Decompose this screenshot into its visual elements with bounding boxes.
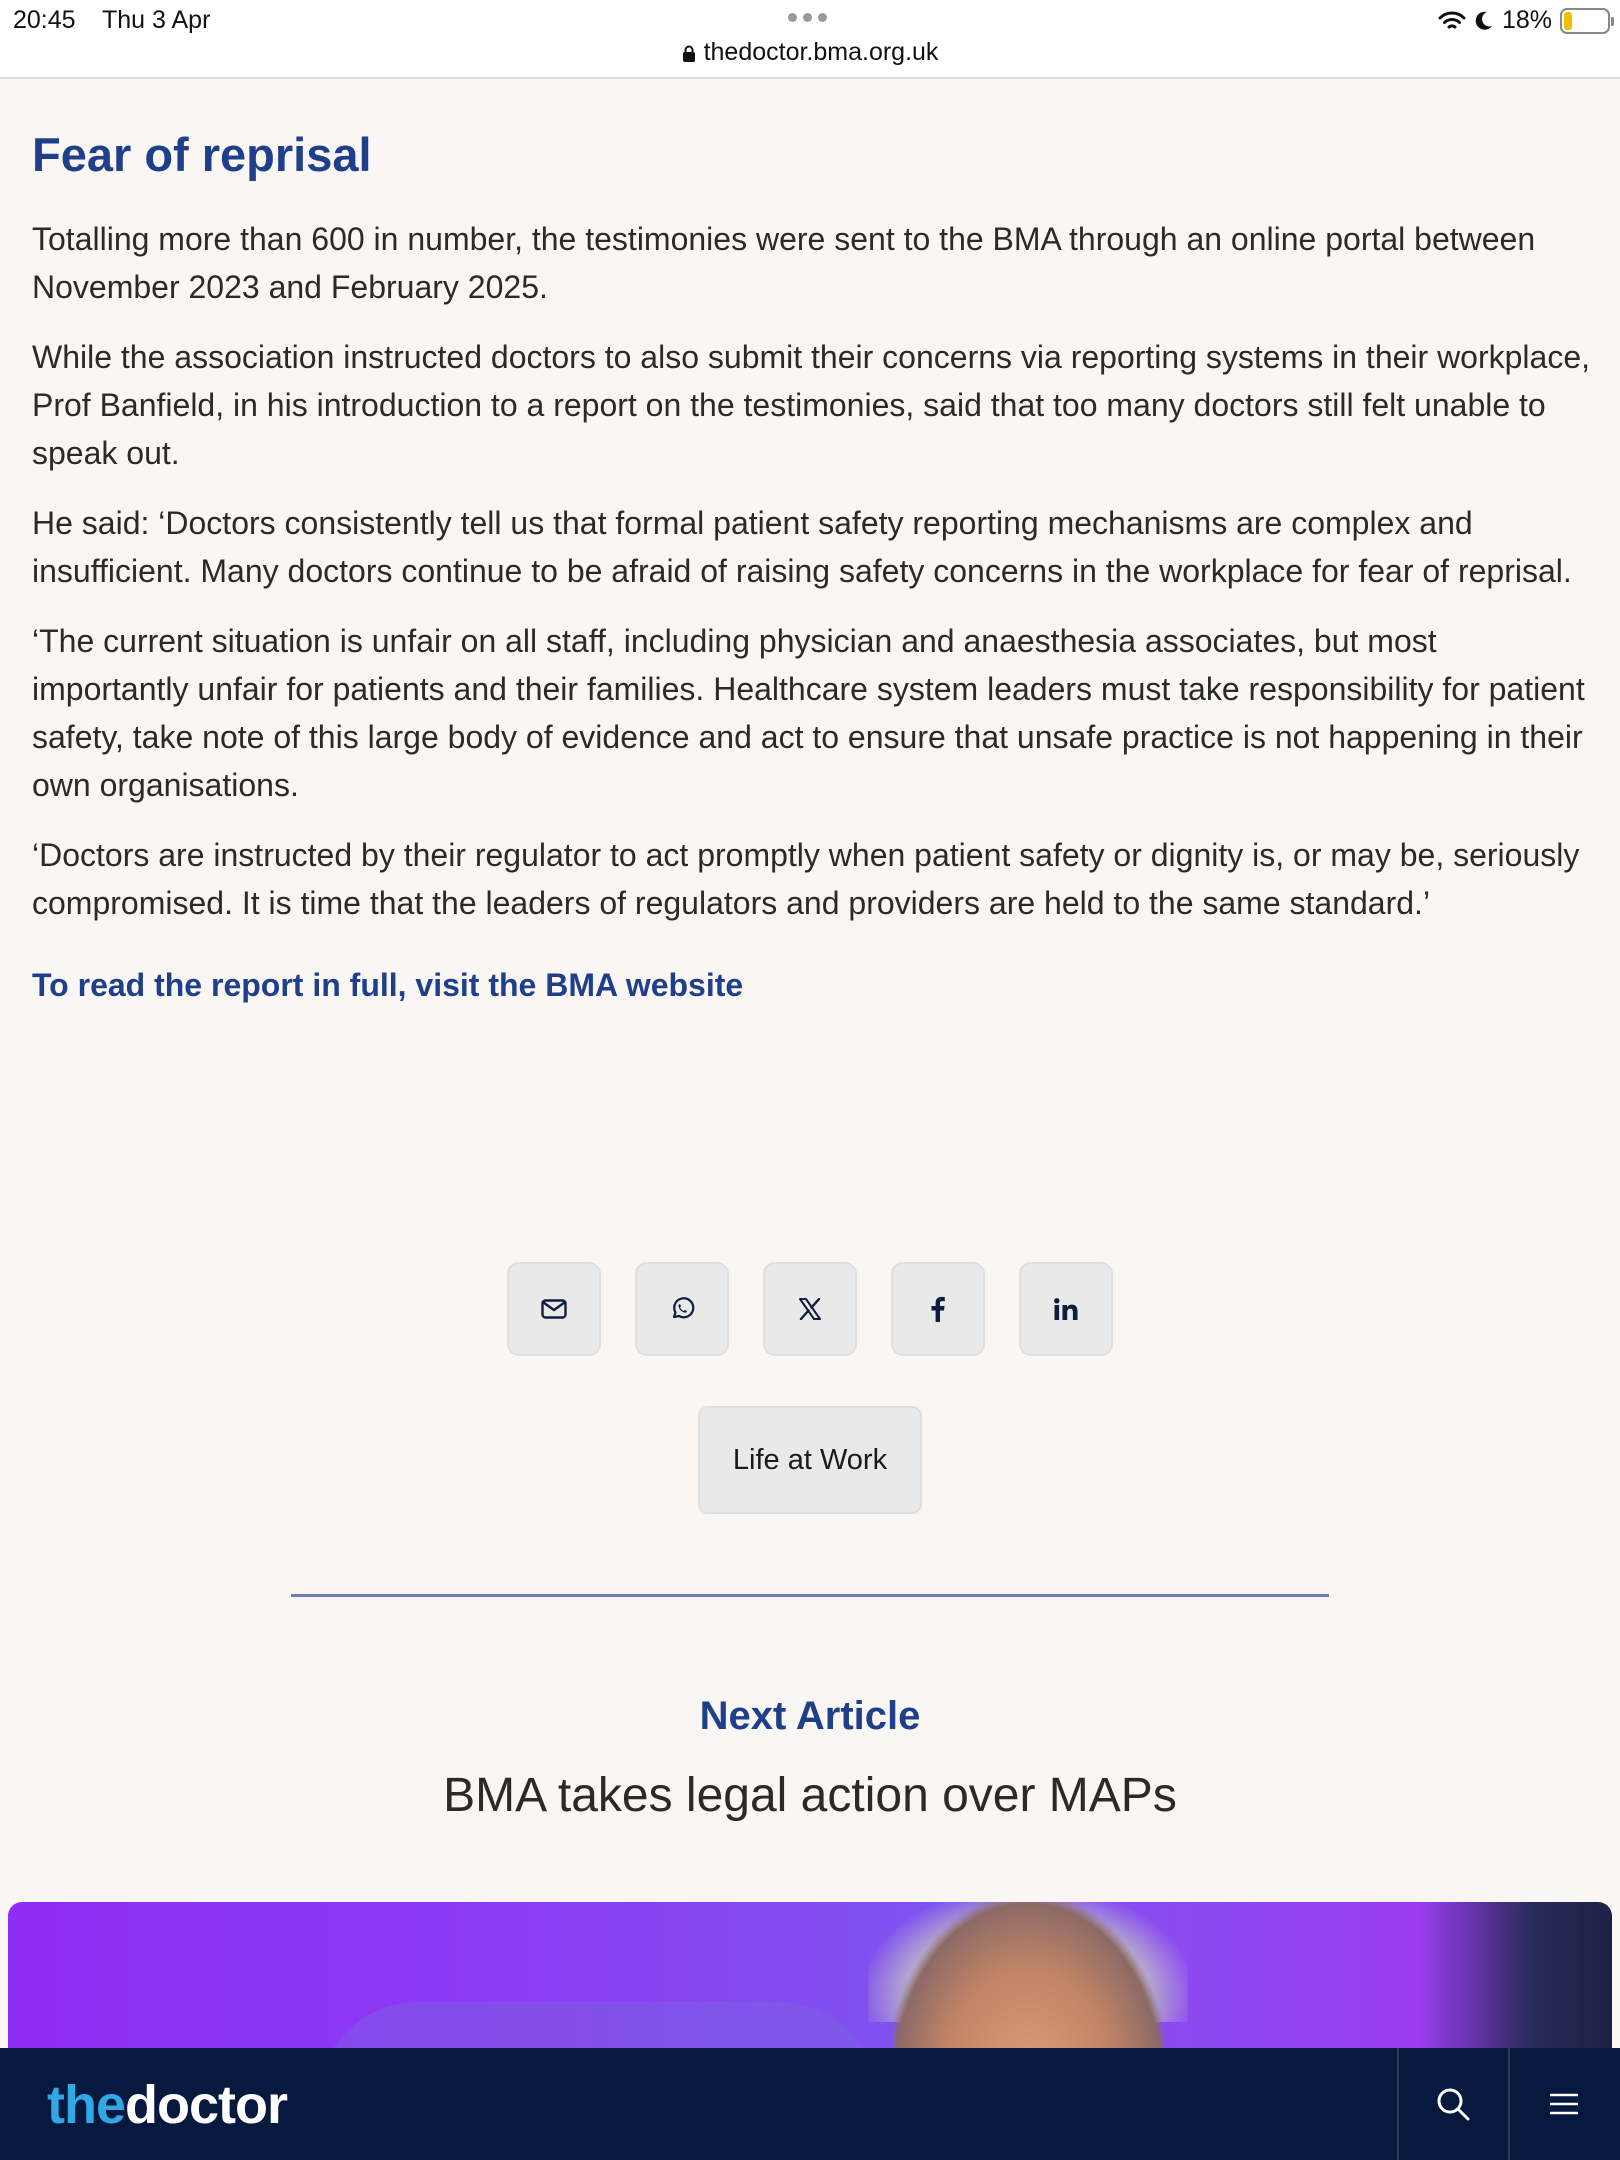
address-bar[interactable] [0,38,1620,67]
share-linkedin-button[interactable] [1019,1262,1113,1356]
lock-icon [682,45,696,63]
share-facebook-button[interactable] [891,1262,985,1356]
search-button[interactable] [1398,2048,1508,2160]
browser-status-bar [0,0,1620,79]
share-x-button[interactable] [763,1262,857,1356]
logo-doctor: doctor [125,2075,287,2135]
section-heading: Fear of reprisal [32,128,372,181]
next-article-label: Next Article [699,1694,921,1738]
status-date: Thu 3 Apr [102,6,211,34]
logo-the: the [47,2075,125,2135]
share-whatsapp-button[interactable] [635,1262,729,1356]
thedoctor-logo[interactable] [47,2074,287,2136]
status-indicators [1438,6,1610,35]
report-link[interactable]: To read the report in full, visit the BMA website [32,967,744,1003]
battery-percent: 18% [1501,6,1552,34]
hamburger-menu-icon [1550,2092,1578,2116]
wifi-icon [1438,10,1466,32]
email-icon [541,1299,567,1319]
tag-life-at-work[interactable]: Life at Work [698,1406,922,1514]
article-paragraph: ‘Doctors are instructed by their regulator to act promptly when patient safety or dignity is, or may be, seriously compromised. It is time that the leaders of regulators and providers are held to the same standard.’ [32,837,1580,921]
battery-icon [1560,8,1610,34]
site-nav-bar [0,2048,1620,2160]
linkedin-icon [1054,1298,1078,1320]
share-email-button[interactable] [507,1262,601,1356]
menu-button[interactable] [1509,2048,1619,2160]
divider [291,1594,1329,1597]
url-text: thedoctor.bma.org.uk [703,38,939,66]
whatsapp-icon [669,1296,695,1322]
status-time: 20:45 [13,6,76,34]
article-paragraph: He said: ‘Doctors consistently tell us that formal patient safety reporting mechanisms are complex and insufficient. Many doctors continue to be afraid of raising safety concerns in the workplace for fear of reprisal. [32,505,1572,589]
article-paragraph: ‘The current situation is unfair on all staff, including physician and anaesthesia associates, but most importantly unfair for patients and their families. Healthcare system leaders must take responsibility for patient safety, take note of this large body of evidence and act to ensure that unsafe practice is not happening in their own organisations. [32,623,1585,803]
article-paragraph: While the association instructed doctors to also submit their concerns via reporting systems in their workplace, Prof Banfield, in his introduction to a report on the testimonies, said that too many doctors still felt unable to speak out. [32,339,1591,471]
facebook-icon [931,1296,945,1322]
more-dots-icon[interactable] [788,13,827,22]
article-body [32,120,1592,1004]
article-paragraph: Totalling more than 600 in number, the testimonies were sent to the BMA through an online portal between November 2023 and February 2025. [32,221,1536,305]
next-article-title[interactable]: BMA takes legal action over MAPs [443,1769,1177,1822]
search-icon [1436,2087,1470,2121]
x-icon [798,1298,822,1320]
share-buttons [507,1262,1113,1356]
moon-icon [1474,10,1494,32]
